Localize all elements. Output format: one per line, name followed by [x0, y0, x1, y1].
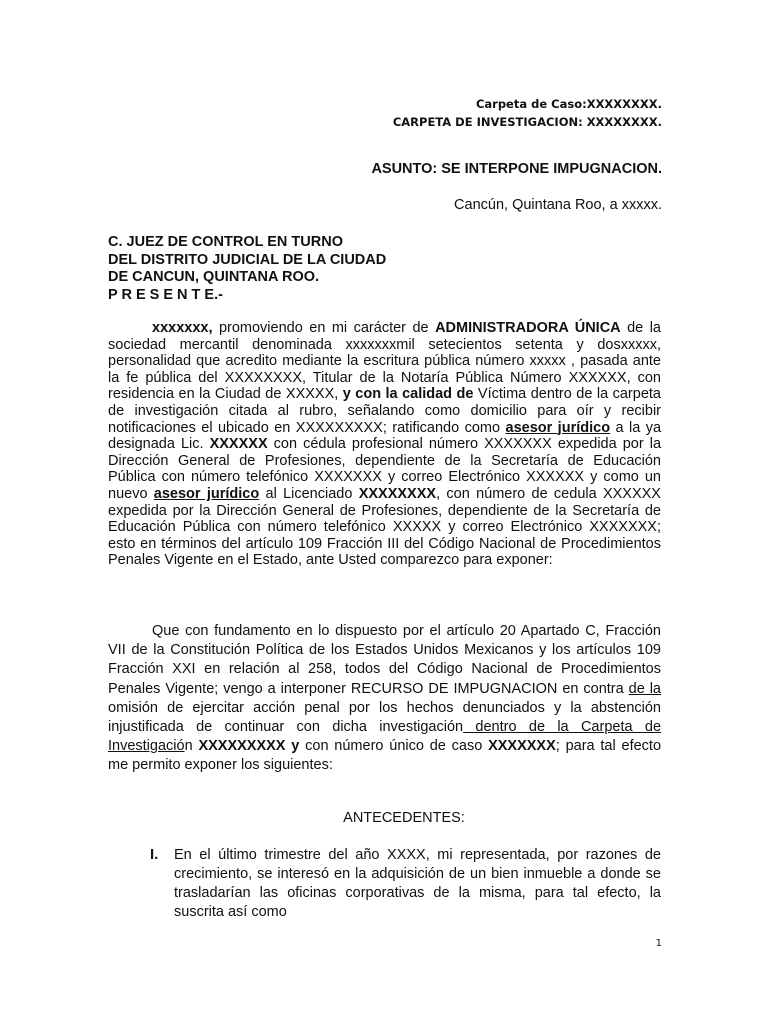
text-run: , con número de cedula XXXXXX expedida por la Dirección General de Profesiones, dependiente de la Secretaría de Educación Pública con número telefónico XXXXX y correo Electrónico XXXXXXX; esto en términos del artículo 109 Fracción III del Código Nacional de Procedimientos Penales Vigente en el Estado, ante Usted comparezco para exponer:	[108, 485, 661, 569]
bold-run: XXXXXXX	[488, 738, 556, 755]
addressee-block	[108, 234, 386, 304]
item-number: I.	[150, 846, 159, 863]
text-run: Víctima dentro de la carpeta de investigación citada al rubro, señalando como domicilio para oír y recibir notificaciones el ubicado en XXXXXXXXX; ratificando como	[108, 386, 661, 436]
text-run: con cédula profesional número XXXXXXX expedida por la Dirección General de Profesiones, dependiente de la Secretaría de Educación Pública con número telefónico XXXXXXX y correo Electrónico XXXXXX y como un nuevo	[108, 436, 662, 502]
bold-run: XXXXXX	[209, 436, 268, 453]
case-number: Carpeta de Caso:XXXXXXXX.	[475, 97, 662, 111]
addressee-line: DE CANCUN, QUINTANA ROO.	[108, 269, 320, 285]
subject-line: ASUNTO: SE INTERPONE IMPUGNACION.	[371, 161, 662, 177]
bold-run: XXXXXXXX	[358, 485, 437, 502]
legal-advisor-term: asesor jurídico	[505, 419, 611, 436]
page-number: 1	[655, 938, 662, 949]
place-date: Cancún, Quintana Roo, a xxxxx.	[454, 197, 662, 213]
text-run: promoviendo en mi carácter de	[212, 320, 436, 336]
bold-run: y con la calidad de	[342, 386, 474, 403]
text-run: n	[184, 738, 199, 755]
intro-paragraph	[108, 320, 661, 569]
addressee-line: P R E S E N T E.-	[108, 286, 223, 303]
text-run: Que con fundamento en lo dispuesto por el artículo 20 Apartado C, Fracción VII de la Constitución Política de los Estados Unidos Mexicanos y los artículos 109 Fracción XXI en relación al 258, todos del Código Nacional de Procedimientos Penales Vigente; vengo a interponer RECURSO DE IMPUGNACION en contra	[108, 623, 661, 697]
text-run: de la sociedad mercantil denominada xxxxxxxmil setecientos setenta y dosxxxxx, personalidad que acredito mediante la escritura pública número xxxxx , pasada ante la fe pública del XXXXXXXX, Titular de la Notaría Pública Número XXXXXX, con residencia en la Ciudad de XXXXX,	[108, 320, 661, 403]
text-run: a la ya designada Lic.	[108, 419, 662, 453]
text-run: omisión de ejercitar acción penal por los hechos denunciados y la abstención injustificada de continuar con dicha investigación	[108, 699, 661, 736]
text-run: ; para tal efecto me permito exponer los siguientes:	[108, 738, 662, 774]
investigation-folder-number: CARPETA DE INVESTIGACION: XXXXXXXX.	[392, 115, 662, 129]
underlined-run: de la	[628, 680, 661, 697]
item-text: En el último trimestre del año XXXX, mi representada, por razones de crecimiento, se interesó en la adquisición de un bien inmueble a donde se trasladarían las oficinas corporativas de la misma, para tal efecto, la suscrita así como	[174, 847, 661, 920]
promovente-name: xxxxxxx,	[152, 320, 213, 336]
bold-run: XXXXXXXXX y	[198, 738, 300, 755]
grounds-paragraph	[108, 622, 661, 776]
text-run: al Licenciado	[259, 485, 359, 502]
section-heading: ANTECEDENTES:	[343, 810, 465, 826]
addressee-line: DEL DISTRITO JUDICIAL DE LA CIUDAD	[108, 251, 387, 268]
role-title: ADMINISTRADORA ÚNICA	[435, 320, 621, 336]
underlined-run: dentro de la Carpeta de Investigació	[108, 719, 662, 755]
legal-advisor-term: asesor jurídico	[153, 485, 260, 502]
text-run: con número único de caso	[299, 738, 489, 755]
addressee-line: C. JUEZ DE CONTROL EN TURNO	[108, 234, 343, 250]
